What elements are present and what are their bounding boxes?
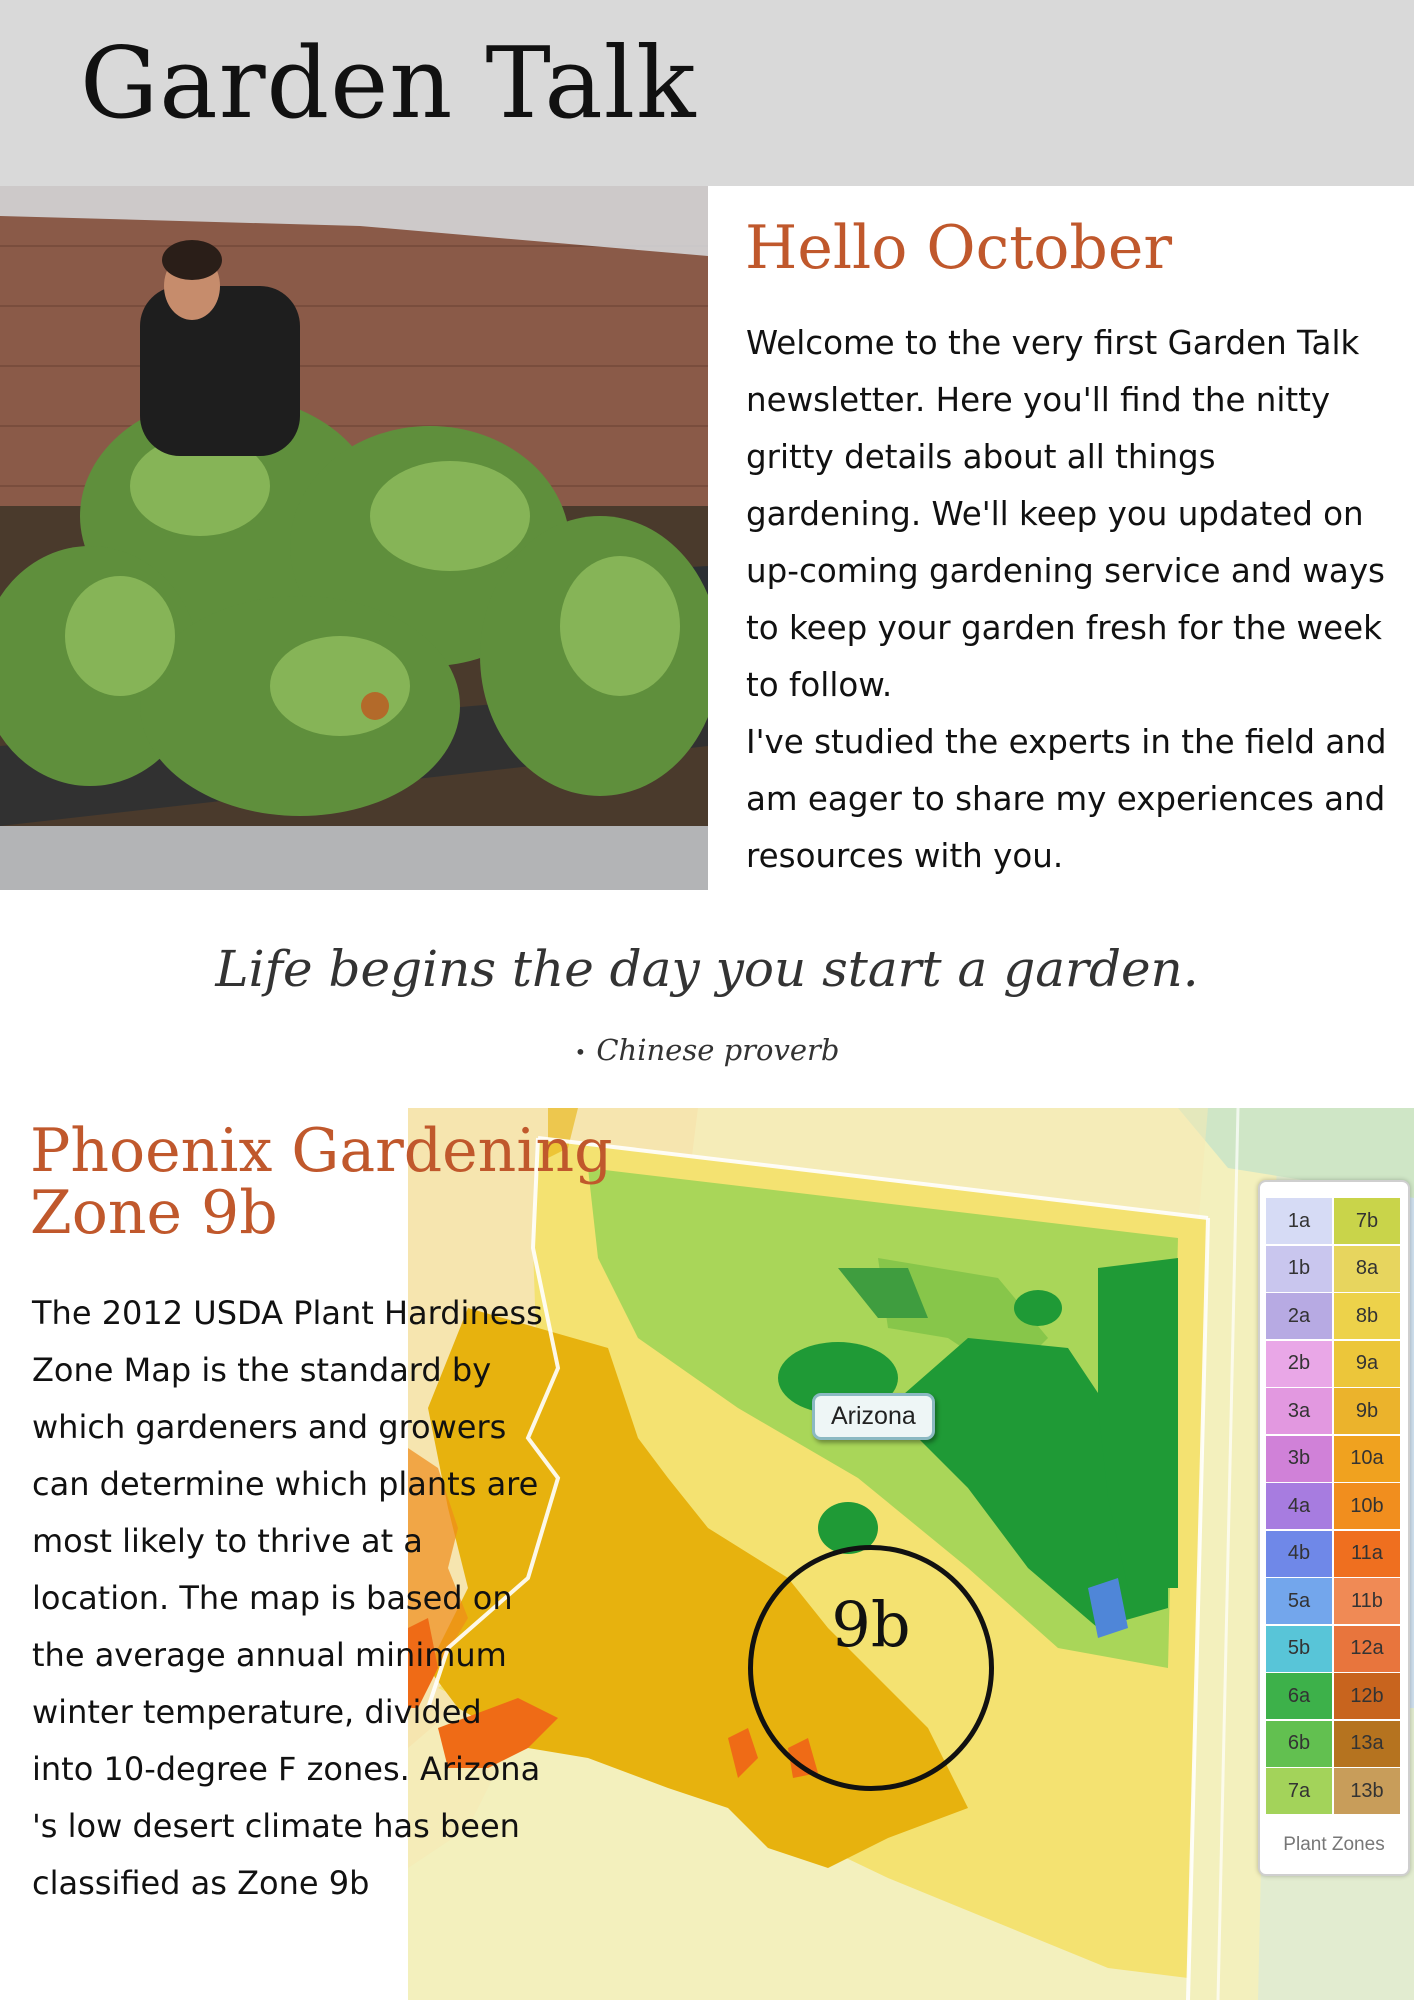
legend-zone-2b: 2b (1266, 1341, 1332, 1387)
legend-zone-8a: 8a (1334, 1246, 1400, 1292)
legend-zone-13b: 13b (1334, 1768, 1400, 1814)
legend-zone-12a: 12a (1334, 1626, 1400, 1672)
legend-zone-7a: 7a (1266, 1768, 1332, 1814)
garden-photo (0, 186, 708, 890)
attribution-text: Chinese proverb (596, 1033, 840, 1067)
legend-zone-13a: 13a (1334, 1721, 1400, 1767)
legend-zone-9a: 9a (1334, 1341, 1400, 1387)
legend-zone-3b: 3b (1266, 1436, 1332, 1482)
legend-zone-6b: 6b (1266, 1721, 1332, 1767)
plant-zones-legend (1258, 1180, 1410, 1876)
legend-zone-1b: 1b (1266, 1246, 1332, 1292)
legend-zone-4a: 4a (1266, 1483, 1332, 1529)
legend-zone-5a: 5a (1266, 1578, 1332, 1624)
intro-paragraph-1: Welcome to the very first Garden Talk newsletter. Here you'll find the nitty gritty details about all things gardening. We'll keep you updated on up-coming gardening service and ways to keep your garden fresh for the week to follow. (746, 324, 1385, 704)
legend-zone-4b: 4b (1266, 1531, 1332, 1577)
garden-quote: Life begins the day you start a garden. (215, 940, 1199, 998)
quote-attribution (0, 1033, 1414, 1067)
intro-body (746, 315, 1396, 885)
legend-zone-12b: 12b (1334, 1673, 1400, 1719)
newsletter-title: Garden Talk (80, 27, 697, 141)
state-map-label: Arizona (812, 1393, 935, 1440)
zone-heading: Phoenix Gardening Zone 9b (30, 1116, 613, 1248)
legend-zone-9b: 9b (1334, 1388, 1400, 1434)
legend-zone-11a: 11a (1334, 1531, 1400, 1577)
bullet-icon: • (574, 1040, 587, 1064)
legend-zone-6a: 6a (1266, 1673, 1332, 1719)
legend-zone-10a: 10a (1334, 1436, 1400, 1482)
legend-title: Plant Zones (1283, 1834, 1385, 1855)
zone-body: The 2012 USDA Plant Hardiness Zone Map is the standard by which gardeners and growers can determine which plants are most likely to thrive at a location. The map is based on the average annual minimum winter temperature, divided into 10-degree F zones. Arizona 's low desert climate has been classified as Zone 9b (32, 1294, 543, 1902)
legend-zone-11b: 11b (1334, 1578, 1400, 1624)
legend-zone-2a: 2a (1266, 1293, 1332, 1339)
legend-zone-8b: 8b (1334, 1293, 1400, 1339)
intro-paragraph-2: I've studied the experts in the field and am eager to share my experiences and resources with you. (746, 723, 1387, 875)
zone-callout-circle (748, 1545, 994, 1791)
legend-zone-5b: 5b (1266, 1626, 1332, 1672)
legend-zone-1a: 1a (1266, 1198, 1332, 1244)
legend-zone-7b: 7b (1334, 1198, 1400, 1244)
legend-zone-10b: 10b (1334, 1483, 1400, 1529)
legend-zone-3a: 3a (1266, 1388, 1332, 1434)
masthead (0, 0, 1414, 186)
intro-heading: Hello October (745, 213, 1173, 283)
zone-callout-label: 9b (831, 1588, 911, 1661)
